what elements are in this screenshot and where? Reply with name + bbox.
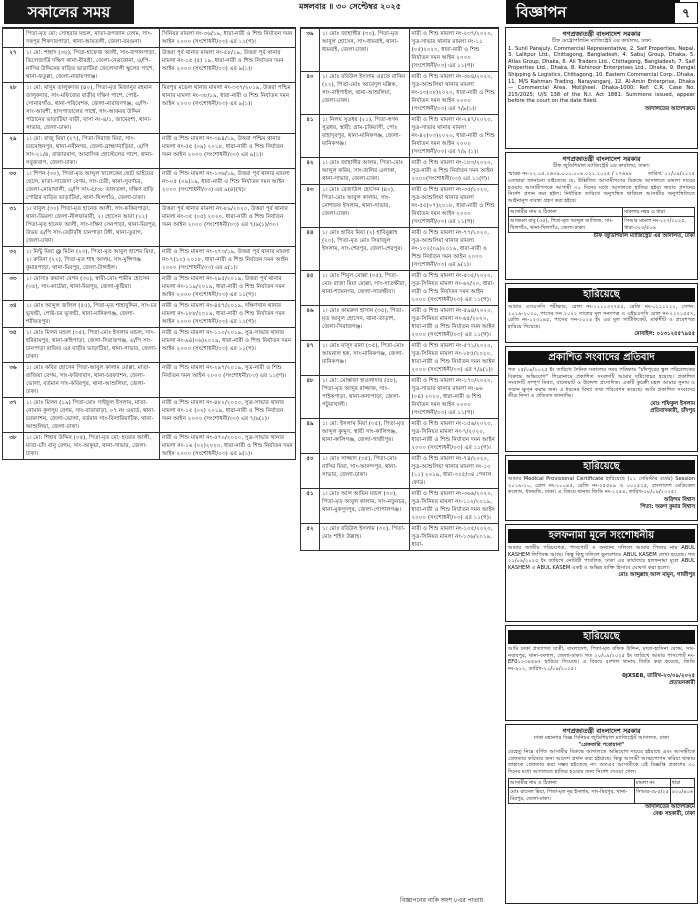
accused-cell: ১। মো: শিহাব উদ্দিন (৩৫), পিতা-মৃত মো: হযরত আলী, মাতা-চাঁদ বানু বেগম, সাং-আকুয়া, থানা-সাভার, জেলা-ঢাকা। <box>24 433 160 460</box>
serial-cell: ৪৫ <box>301 271 320 306</box>
affidavit-body: আমার জাতীয় পরিচয়পত্র, পাসপোর্ট ও অন্যান্য দলিলে আমার পিতার নাম ABUL KASHEM লিপিবদ্ধ আছে। কিন্তু কিছু দলিলে ভুলবশতঃ ABUL KASEM লেখা হয়েছে। গত ২১/০৯/২০২৫ ইং তারিখে নোটারী পাবলিক, ঢাকা এর কার্যালয়ে হলফনামা মূলে ABUL KASHEM ও ABUL KASEM একই ও অভিন্ন ব্যক্তি হিসাবে ঘোষণা করা হলো। <box>508 545 695 571</box>
serial-cell: ৩৩ <box>3 274 24 301</box>
notice-table <box>508 207 695 234</box>
table-cell: ৪২০/৪০৬ <box>670 788 694 804</box>
lost-signature: প্রত্যয়নকারী <box>669 680 695 687</box>
case-cell: নারী ও শিশু মামলা নং-১০৫/২০২০, সুত্র-সিনিয়র মামলা নং-১৩৬/২০১৯, ধারা- <box>409 524 499 551</box>
protest-body: গত ২৫/০৯/২০২৫ ইং তারিখে দৈনিক সকালের সময় পত্রিকায় "চাঁদপুরের স্কুল পরিচালকের বিরুদ্ধে অভিযোগ" শিরোনামে প্রকাশিত সংবাদটি আমার দৃষ্টিগোচর হয়েছে। প্রকাশিত সংবাদটি সম্পূর্ণ মিথ্যা, বানোয়াট ও উদ্দেশ্য প্রণোদিত। একটি কুচক্রী মহল আমার সুনাম ও সম্মান ক্ষুণ্ন করার জন্য এ ধরনের মিথ্যা তথ্য পরিবেশন করেছে। আমি প্রকাশিত সংবাদের তীব্র নিন্দা ও প্রতিবাদ জানাচ্ছি। <box>508 367 695 400</box>
protest-notice <box>505 346 698 452</box>
accused-cell: ১। মোঃ কবির হোসেন পিতা-আবুল কালাম মোল্লা, মাতা-রাজিয়া বেগম, সাং-ফরিদাবাদ, থানা-চরফ্যাশন, জেলা-ভোলা, বর্তমান সাং-কবিরপুর, থানা-আশুলিয়া, জেলা-ঢাকা। <box>24 363 160 398</box>
accused-cell: পিতা-মৃত মো: সোহরাব মন্ডল, মাতা-রূপজান বেগম, সাং-দত্তপুর শিকদারপাড়া, থানা-আমতলী, জেলা-বরগুনা। <box>24 29 160 48</box>
accused-list-column-1 <box>2 27 296 460</box>
table-header: আসামীর নাম ও ঠিকানা <box>509 207 623 217</box>
serial-cell: ৪৮ <box>301 376 320 419</box>
court-notice-1 <box>505 27 698 149</box>
serial-cell: ৩৪ <box>3 301 24 328</box>
lost-heading: হারিয়েছে <box>508 630 695 644</box>
page-number: ৭ <box>674 2 698 24</box>
accused-cell: ১। মো: শাহাদ (৩৮), পিতা-হাফেজ আলী, সাং-বাগানপাড়া, ভিলেজার্ডি দক্ষিণ থানা-বীরশ্রী, জেলা-নেত্রকোনা, এ/পি-নাসির উদ্দিনের বাড়ির ভাড়াটিয়া জেলেখালী স্কুলের পাশে, থানা-ফতুল্লা, জেলা-নারায়ণগঞ্জ। <box>24 48 160 83</box>
protest-heading: প্রকাশিত সংবাদের প্রতিবাদ <box>508 351 695 365</box>
serial-cell: ৩১ <box>3 204 24 247</box>
accused-cell: ১। মো: মাসুম তালুকদার (৪০), পিতা-মৃত মিজানুর রহমান তালুকদার, সাং-মফিজের বাড়ীর দক্ষিণ পাশে, পোষ্ট-সোনারগাঁও, থানা-পরিবেশক, জেলা-নারায়ণগঞ্জ, এ/পি-সাং-আরশী, হাসপাতালের পার্শ্বে, সাং-আকবর উদ্দিন পাঠানের ভাড়াটিয়া বাড়ী, বাসা নং-৪/১, জামেরশা, থানা-সাভার, জেলা-ঢাকা। <box>24 83 160 134</box>
table-row <box>3 134 296 169</box>
notice-title: গণপ্রজাতন্ত্রী বাংলাদেশ সরকার <box>562 155 641 163</box>
case-cell: নারী ও শিশু মামলা নং-১৭০/২০২০, সুত্র-সাভার থানার মামলা নং-৯৬ (০৪) ২০২০, ধারা-নারী ও শিশু নির্যাতন দমন আইন ২০০০ (সংশোধনী/০৩) এর ১১(গ)। <box>409 376 499 419</box>
case-cell: নারী ও শিশু মামলা নং-২৩৭/২০২০, সুত্র-সাভার থানার মামলা নং-১১ (০৫)২০২০, ধারা-নারী ও শিশু নির্যাতন দমন আইন ২০০০ (সংশোধনী/০৩) এর ১১(গ)। <box>409 29 499 72</box>
table-cell: সিআর মামলা নং-১২৭/২০২৫, ধারা-৩২৩/৫০৬ <box>623 217 695 233</box>
case-cell: নারী ও শিশু মামলা নং-৭৪/২০২০, সুত্র-আশুলিয়া থানার মামলা নং-১০ (১১) ২০১৯, ধারা-৩২৫/৩৪ পেনাল কোড। <box>409 454 499 489</box>
continued-footnote: বিজ্ঞাপনের বাকি অংশ ৮এর পাতায় <box>400 897 484 904</box>
lost-notice-2 <box>505 455 698 521</box>
notice-body: যেহেতু নিম্নে বর্ণিত আসামীর বিরুদ্ধে আদালতে অভিযোগ দায়ের হইয়াছে এবং আসামীকে গ্রেফতার করিবার জন্য আদেশ প্রদান করা হইয়াছে। কিন্তু আসামী আত্মগোপন করিয়া থাকায় তাহাকে গ্রেফতার করা সম্ভব হইতেছে না। অতএব আসামীকে এই বিজ্ঞপ্তি প্রকাশের ৩০ দিনের মধ্যে আদালতে হাজির হওয়ার জন্য নির্দেশ দেওয়া গেল। <box>508 749 695 775</box>
lost-heading: হারিয়েছে <box>508 460 695 474</box>
serial-cell: ৪৪ <box>301 228 320 271</box>
table-row <box>3 83 296 134</box>
case-cell: নারী ও শিশু মামলা নং-৩৫/২০২০, সুত্র-আশুলিয়া থানার মামলা নং-৫৫(০৭)২০১৮, ধারা-নারী ও শিশু নির্যাতন দমন আইন ২০০০ (সংশোধনী/০৩) এর ১১(গ)। <box>409 185 499 228</box>
accused-cell: ১। মোঃ মিলন (১৯) পিতা-মোঃ সাইফুল ইসলাম, মাতা-নোমান কুলসুম বেগম, সাং-বাতাবাড়া, ০৭ নং ওয়ার্ড, থানা-চরফ্যাশন, জেলা-ভোলা, বর্তমান সাং-বিলারিয়াটিক, থানা-আশুলিয়া, জেলা-ঢাকা। <box>24 398 160 433</box>
protest-signature-title: প্রতিবাদকারী, চাঁদপুর <box>650 407 695 414</box>
section-title: বিজ্ঞাপন <box>506 0 680 24</box>
table-row <box>3 363 296 398</box>
serial-cell: ৩৮ <box>3 433 24 460</box>
case-cell: নারী ও শিশু মামলা নং-৫৯৪/২০২০, সুত্র-সিনিয়র মামলা নং-৬৫/২০২০, ধারা-নারী ও শিশু নির্যাতন দমন আইন ২০০০ (সংশোধনী/০৩) এর ১১(গ)। <box>409 306 499 341</box>
protest-signature: মোঃ শফিকুল ইসলাম <box>650 400 695 407</box>
serial-cell: ৪৯ <box>301 419 320 454</box>
case-cell: নারী ও শিশু মামলা নং-১৫৬/২০২০, সুত্র-সিনিয়র মামলা নং-৭/২০২০, ধারা-নারী ও শিশু নির্যাতন দমন আইন ২০০০ (সংশোধনী/০৩) এর ১১(গ)। <box>409 419 499 454</box>
table-header: ধারা <box>670 778 694 788</box>
serial-cell: ৩২ <box>3 247 24 274</box>
serial-cell: ৪৭ <box>301 341 320 376</box>
table-row <box>301 489 499 524</box>
table-row <box>301 271 499 306</box>
serial-cell: ৩৫ <box>3 328 24 363</box>
notice-title: গণপ্রজাতন্ত্রী বাংলাদেশ সরকার <box>562 30 641 38</box>
lost-heading: হারিয়েছে <box>508 288 695 302</box>
serial-cell: ৩৬ <box>3 363 24 398</box>
table-row <box>301 341 499 376</box>
notice-signature: চীফ জুডিশিয়াল ম্যাজিস্ট্রেট এর আদালত, ঢাকা <box>593 233 695 240</box>
accused-cell: ১। মোঃ জাহাঙ্গীর আলম, পিতা-মোঃ আব্দুল করিম, সাং-জলির এলাকা, থানা-সাভার, জেলা-ঢাকা। <box>320 158 410 185</box>
table-row <box>301 228 499 271</box>
table-row <box>301 158 499 185</box>
case-cell: নারী ও শিশু মামলা নং-১৮৩/২০২০, সুত্র-নারী ও শিশু নির্যাতন দমন আইন ২০০০(সংশোধনী/০৩) এর ১১(গ)। <box>409 158 499 185</box>
lost-contact: মোবাইল: ০১৩১২৫৫৭৯৪৫ <box>634 331 695 338</box>
serial-cell: ৫১ <box>301 489 320 524</box>
lost-body: আমি ঢাকা প্রত্যাগত যাত্রী, বাংলাদেশ, পিতা-মৃত রফিক উদ্দিন, মাতা-হাসিনা বেগম, সাং-নবাবপুর, থানা-বংশাল, জেলা-ঢাকা। গত ২০/০৯/২০২৫ ইং তারিখে আমার পাসপোর্ট নং-EF0১২৩৪৫৬৭ হারিয়ে গিয়েছে। এ বিষয়ে বংশাল থানায় জিডি করা হয়েছে, জিডি নং-৯১২, তারিখ-২১/০৯/২০২৫। <box>508 646 695 672</box>
accused-cell: ১। মোঃ মিলন মন্ডল (৩৫), পিতা-মোঃ ইসলাম মন্ডল, সাং-হরিরামপুর, থানা-রুহিপাড়া, জেলা-সিরাজগঞ্জ, এ/পি সাং-চানপাড়া রাজিব এর বাড়ীর ভাড়াটিয়া, থানা-সাভার, জেলা-ঢাকা। <box>24 328 160 363</box>
table-row <box>3 247 296 274</box>
notice-body: 1. Sunil Parajuly, Commercial Representative, 2. Saif Properties, Nepal, 3. Lalitpur Ltd., Chittagong, Bangladesh, 4. Sabuj Group, Dhaka, 5. Atlas Group, Dhaka, 6. Ali Traders Ltd., Chittagong, Bangladesh, 7. Saif Properties Ltd., Dhaka, 8. Kohinoor Enterprises Ltd., Dhaka, 9. Bengal Shipping & Logistics, Chittagong, 10. Eastern Commercial Corp., Dhaka, 11. M/S Rahman Trading, Narayanganj, 12. Al-Amin Enterprise, Dhaka — Commercial Area, Motijheel, Dhaka-1000; Ref: C.R. Case No. 215/2025; U/S 138 of the N.I. Act 1881. Summons issued, appear before the court on the date fixed. <box>508 45 695 105</box>
case-cell: নারী ও শিশু মামলা নং-৩৬৬/২০২০, সুত্র-সিনিয়র মামলা নং-১১২/২০১৯, ধারা-নারী ও শিশু নির্যাতন দমন আইন ২০০০ (সংশোধনী/০৩) এর ১১(গ)। <box>409 489 499 524</box>
table-row <box>3 433 296 460</box>
notice-body: এতদ্বারা জানানো যাইতেছে যে, উল্লিখিত আসামীগণের বিরুদ্ধে আদালতে মামলা দায়ের হওয়ায় আসামীগণকে আগামী ৩০ দিনের মধ্যে আদালতে হাজির হইয়া জবাব প্রদানের নির্দেশ প্রদান করা হইল। নির্ধারিত তারিখে অনুপস্থিত থাকিলে আসামীর অনুপস্থিতিতে আইনানুগ ব্যবস্থা গ্রহণ করা হইবে। <box>508 178 695 204</box>
case-cell: নারী ও শিশু মামলা নং-৫৭১/২০২০, সুত্র-সিনিয়র মামলা নং-১৮৫/২০২০, ধারা-নারী ও শিশু নির্যাতন দমন আইন ২০০০ (সংশোধনী/০৩) এর ৭/৯(১)। <box>409 341 499 376</box>
case-cell: নারী ও শিশু মামলা নং-৪৫৭/২০১৯, দক্ষিণখান থানার মামলা নং-১৮৮/২০১৯, ধারা-নারী ও শিশু নির্যাতন দমন আইন ২০০০ (সংশোধনী/০৩) এর ১১(গ)। <box>160 301 296 328</box>
case-cell: উত্তরা পূর্ব থানার মামলা নং-৮৯/২০২০, উত্তরা পূর্ব থানার মামলা নং-৩৫ (০৫) ২০২০, ধারা-নারী ও শিশু নির্যাতন দমন আইন ২০০০ (সংশোধনী/০৩) এর ৭/৯(১)/৩০। <box>160 204 296 247</box>
table-row <box>3 328 296 363</box>
table-row <box>301 29 499 72</box>
serial-cell: ৩৭ <box>3 398 24 433</box>
notice-signature: আদালতের আদেশক্রমে <box>645 804 695 811</box>
accused-cell: ১। মোঃ রেজাউল হোসেন (৪০), পিতা-মোঃ আবুল কালাম, সাং-মোশারফ ইসলাম, থানা-সাভার, জেলা-ঢাকা। <box>320 185 410 228</box>
accused-table-2 <box>300 28 499 551</box>
affidavit-signature: মোঃ আব্দুল্লাহ আল মামুন, গাজীপুর <box>618 572 695 579</box>
court-notice-2 <box>505 152 698 280</box>
lost-reference: 0JX5E8, তারিখ-২৩/০৯/২০২৫ <box>622 673 695 680</box>
accused-cell: ১। মো: রাজু মিয়া (২৭), পিতা-সিরাজ মিয়া, সাং-চরমোহনপুর, থানা-নবীনগর, জেলা-ব্রাহ্মণবাড়িয়া, এ/পি সাং-২১/৪, রাজারবাগ, আবাসিক হোস্টেলের পাশে, থানা-সবুজবাগ, জেলা-ঢাকা। <box>24 134 160 169</box>
table-cell: সিআর-৩৮৫/২৫ <box>634 788 670 804</box>
serial-cell: ৪৩ <box>301 185 320 228</box>
accused-cell: ১। মোঃ আব্দুল জলিল (৫৫), পিতা-মৃত শাহাবুদ্দিন, সাং-চর ভূখন্ডী, পোষ্ট-চর ভূখন্ডী, থানা-মানিকগঞ্জ, জেলা-শরীয়তপুর। <box>24 301 160 328</box>
table-cell: মোঃ রাসেল মিয়া, পিতা-মৃত নূর ইসলাম, সাং-মিরপুর, থানা-মিরপুর, জেলা-ঢাকা। <box>509 788 635 804</box>
table-row <box>3 29 296 48</box>
lost-body: আমার Medical Provisional Certificate হারিয়েছে (০১ সেমিস্টার বর্ষের) Session ২০১৯-২০, রোল নং-১০০৪৫, রেজি নং-২৫৫৮৯ ও ০০১৫২৫, বাংলাদেশ মেডিকেল কলেজ, ধানমন্ডি, ঢাকা। এ বিষয়ে থানায় জিডি নং-১২৫৪, তারিখ-২৮/০৯/২০২৫। <box>508 476 695 496</box>
case-cell: নারী ও শিশু মামলা নং-৩৮৪/২০২০, সুত্র-আশুলিয়া থানার মামলা নং-১৩(০৮)২০২০, ধারা-নারী ও শিশু নির্যাতন দমন আইন ২০০০ (সংশোধনী/০৩) এর ৭/৯(১)। <box>409 72 499 115</box>
lost-signature: অরিন্দম বিশ্বাস <box>663 496 695 503</box>
affidavit-notice <box>505 524 698 622</box>
case-cell: নারী ও শিশু মামলা নং-১১০/২০১৯, সুত্র-সাভার থানার মামলা নং-৯৪(০৬)২০১৯, ধারা-নারী ও শিশু নির্যাতন দমন আইন ২০০০ (সংশোধনী/০৩) এর ১১(গ)। <box>160 328 296 363</box>
serial-cell <box>3 29 24 48</box>
serial-cell: ৪০ <box>301 72 320 115</box>
serial-cell: ৫২ <box>301 524 320 551</box>
lost-notice-1 <box>505 283 698 343</box>
accused-cell: ১। মো: মোস্তাফা হাওলাদার (৫৮), পিতা-মৃত আব্দুর রাজ্জাক, সাং-পাইকপাড়া, থানা-কলাপাড়া, জেলা-পটুয়াখালী। <box>320 376 410 419</box>
table-row <box>301 376 499 419</box>
accused-cell: ১। মোঃ হাবিব মিয়া (২) হাবিবুল্লাহ (২০), পিতা-মৃত মোঃ সিরাজুল ইসলাম, সাং-শেরপুর, জেলা-শেরপুর। <box>320 228 410 271</box>
serial-cell: ২৮ <box>3 83 24 134</box>
accused-cell: ১। শিপন (৩০), পিতা-মৃত আব্দুল খালেকের ছোট ভাইয়ের ছেলে, মাতা-সাজেদা বেগম, সাং-চেরী, থানা-সুবর্ণচর, জেলা-নোয়াখালী, এ/পি সাং-৫/৩৮ তালতলা, দক্ষিণ বাড়ি পোষ্টার বাড়ির ভাড়াটিয়া, থানা-খিলগাঁও, জেলা-ঢাকা। <box>24 169 160 204</box>
table-row <box>301 419 499 454</box>
accused-cell: ১। মোঃ কামরুল হাসান (৩৫), পিতা-মৃত আবুল হোসেন, থানা-তাড়াশ, জেলা-সিরাজগঞ্জ। <box>320 306 410 341</box>
table-row <box>301 524 499 551</box>
case-cell: সিনিয়র মামলা নং-৩৬/১৯, ধারা-নারী ও শিশু নির্যাতন দমন আইন ২০০০ (সংশোধনী/০৩) এর ১১(গ)। <box>160 29 296 48</box>
case-cell: নারী ও শিশু মামলা নং-১৩৬/১৯, উত্তরা পূর্ব থানার মামলা নং-০৫ (০৯)১৯, ধারা-নারী ও শিশু নির্যাতন দমন আইন ২০০০ (সংশোধনী/০৩) এর ৯(৪)(খ)। <box>160 169 296 204</box>
accused-cell: ১। মোঃ রবিউল ইসলাম ওরফে রাকিব (২২), পিতা-মোঃ আবেদুল মল্লিক, সাং-বাইপাইল, থানা-আশুলিয়া, জেলা-ঢাকা। <box>320 72 410 115</box>
case-cell: মিরপুর মডেল থানার মামলা নং-৩৩৭/২০১৯, উত্তরা পশ্চিম থানার মামলা নং-৩৮/১৯, ধারা-নারী ও শিশু নির্যাতন দমন আইন ২০০০ (সংশোধনী/০৩) এর ৯(১)। <box>160 83 296 134</box>
affidavit-heading: হলফনামা মূলে সংশোধনীয় <box>508 529 695 543</box>
notice-subtitle: চীফ জুডিশিয়াল ম্যাজিস্ট্রেট এর কার্যালয়, ঢাকা। <box>553 163 650 169</box>
accused-cell: ১। মোঃ আল আমিন মন্ডল (৩০), পিতা-মৃত আবুল কালাম, সাং-নতুনচর, থানা-মুকসুদপুর, জেলা-গোপালগঞ্জ। <box>320 489 410 524</box>
serial-cell: ২৭ <box>3 48 24 83</box>
table-header: মামলার নম্বর ও ধারা <box>623 207 695 217</box>
case-cell: নারী ও শিশু মামলা নং-৩৯৪/১৯, উত্তরা পশ্চিম থানার মামলা নং-৫৫ (০৯) ২০১৮, ধারা-নারী ও শিশু নির্যাতন দমন আইন ২০০০ (সংশোধনী/০৩) এর ৯(১)। <box>160 134 296 169</box>
accused-cell: ১। মো: ইসলাম মিয়া (৩৫), পিতা-মৃত আব্দুল কুদ্দুস, স্থায়ী সাং-কালিগঞ্জ, থানা-কালিগঞ্জ, জেলা-গাজীপুর। <box>320 419 410 454</box>
notice-title: গণপ্রজাতন্ত্রী বাংলাদেশ সরকার <box>562 727 641 735</box>
serial-cell: ৩৯ <box>301 29 320 72</box>
case-cell: উত্তরা পূর্ব থানার মামলা নং-৫৮/১৯, উত্তরা পূর্ব থানার মামলা নং-১৫ (৫) ১৯, ধারা-নারী ও শিশু নির্যাতন দমন আইন ২০০০ (সংশোধনী/০৩) এর ৯(১)। <box>160 48 296 83</box>
notice-ref-line <box>508 171 695 178</box>
case-cell: নারী ও শিশু মামলা নং-৪৮২/২০২০, সুত্র-সাভার থানার মামলা নং-১৫ (০২) ২০১৯, ধারা-নারী ও শিশু নির্যাতন দমন আইন ২০০০ (সংশোধনী/০৩) এর ৭/৯(১)। <box>160 398 296 433</box>
case-cell: নারী ও শিশু মামলা নং-৫৩৫/২০২০, সুত্র-সিনিয়র মামলা নং-৬২/২০, ধারা-নারী ও শিশু নির্যাতন দমন আইন ২০০০ (সংশোধনী/০৩) এর ১১(গ)। <box>409 271 499 306</box>
accused-cell: ১। নিলয় সুত্রধর (২১), পিতা-স্বপন সুত্রধর, স্থায়ী: গ্রাম-চকিয়াসী, পোঃ বাহাদুরপুর, থানা-মানিকগঞ্জ, জেলা-মানিকগঞ্জ। <box>320 115 410 158</box>
notice-subtitle: চীফ মেট্রোপলিটন ম্যাজিস্ট্রেট এর কার্যালয়, ঢাকা <box>552 38 651 44</box>
serial-cell: ৪৬ <box>301 306 320 341</box>
table-row <box>301 72 499 115</box>
table-row <box>3 274 296 301</box>
accused-cell: ১। মিন্টু মিয়া @ মিটন (২৩), পিতা-মৃত আবুল হাশেম মিয়া, ২। রুবিনা (২২), পিতা-মৃত শাহ আলম, সাং-মুন্সিগঞ্জ কুমারপাড়া, থানা-মিরপুর, জেলা-টাঙ্গাইল। <box>24 247 160 274</box>
court-notice-3 <box>505 724 698 904</box>
serial-cell: ২৯ <box>3 134 24 169</box>
serial-cell: ৫০ <box>301 454 320 489</box>
serial-cell: ৪২ <box>301 158 320 185</box>
table-header: মামলা নং <box>634 778 670 788</box>
notice-signature: আদালতের আদেশক্রমে <box>645 105 695 112</box>
table-row <box>3 48 296 83</box>
notice-subtitle-2: "গ্রেফতারি পরোয়ানা" <box>578 741 625 748</box>
case-cell: নারী ও শিশু মামলা নং-৭৭/২০২০, সুত্র-আশুলিয়া থানার মামলা নং-১০২(০৯)২০১৯, ধারা-নারী ও শিশু নির্যাতন দমন আইন ২০০০ (সংশোধনী/০৩) এর ৯(১)। <box>409 228 499 271</box>
accused-cell: ১। মোঃ শিমুল মোল্লা (৩৫), পিতা-মোঃ রাজা মিয়া মোল্লা, সাং-সাতক্ষীরা, থানা-শ্যামনগর, জেলা-সাতক্ষীরা। <box>320 271 410 306</box>
case-cell: নারী ও শিশু মামলা নং-২৪৭/২০২০, সুত্র-সাভার থানার মামলা নং-৪২(০৩)২০২০, ধারা-নারী ও শিশু নির্যাতন দমন আইন ২০০০ (সংশোধনী/০৩) এর ৭/৯ (১)। <box>409 115 499 158</box>
table-row <box>3 398 296 433</box>
table-row <box>3 301 296 328</box>
notice-ref: স্মারক নং-২২.০৫.২৬৩৯.০০০.০০৪.০২১.২০২৫ / ১৭৬৯৮ <box>508 170 633 177</box>
serial-cell: ৪১ <box>301 115 320 158</box>
accused-cell: ১। মোঃ জাহাঙ্গীর (৩০), পিতা-মৃত আবুল হোসেন, সাং-ধামরাই, থানা-ধামরাই, জেলা-ঢাকা। <box>320 29 410 72</box>
accused-cell: ১। মোঃ রবিউল ইসলাম (৩০), পিতা-মোঃ শহিদ উল্লাহ। <box>320 524 410 551</box>
page-header <box>0 0 700 24</box>
notice-subtitle: ঢাকা মহানগর বিজ্ঞ সিনিয়র জুডিশিয়াল ম্যাজিস্ট্রেট আদালত, ঢাকা <box>533 735 670 741</box>
table-row <box>301 185 499 228</box>
masthead: সকালের সময় <box>4 0 134 24</box>
date-line: মঙ্গলবার ॥ ৩০ সেপ্টেম্বর ২০২৫ <box>299 2 401 11</box>
accused-cell: ১। বাবুল (৩০) পিতা-মৃত হানেফ আলী, সাং-ফকিরপাড়া, থানা-ডিমলা জেলা-নীলফামারী, ২। হোসেন আরা (২২) পিতা-মৃত হানেফ আলী, সাং-দক্ষিণ সেনপাড়া, থানা-মিরপুর, উভয় এ/পি সাং-বেড়ীবাঁধ চানপাড়া টঙ্গী, থানা-তুরাগ, জেলা-ঢাকা। <box>24 204 160 247</box>
notice-date: তারিখ: ১২/০৯/২০২৫ <box>648 170 695 177</box>
accused-cell: ১। মোসাঃ রুমানা বেগম (৩০), স্বামী-মোঃ শামীম হোসেন (৩৫), সাং-কাটেরা, থানা-মিরপুর, জেলা-কুষ্টিয়া। <box>24 274 160 301</box>
table-row <box>301 454 499 489</box>
table-cell: আজমল বাবু (৩৫), পিতা-মৃত আব্দুল আজিজ, সাং-খিলগাঁও, থানা-খিলগাঁও, জেলা-ঢাকা। <box>509 217 623 233</box>
case-cell: নারী ও শিশু মামলা নং-২৯৫/২০১৯, উত্তরা পূর্ব থানার মামলা নং-১১৯/২০১৯, ধারা-নারী ও শিশু নির্যাতন দমন আইন ২০০০ (সংশোধনী/০৩) এর ১১(গ)। <box>160 274 296 301</box>
notice-signature-title: বেঞ্চ সহকারী, ঢাকা <box>653 811 695 818</box>
accused-list-column-2 <box>300 27 499 551</box>
case-cell: নারী ও শিশু মামলা নং-২৭৩/১৯, উত্তরা পূর্ব থানার মামলা নং-৭(১০) ২০১৮, ধারা-নারী ও শিশু নির্যাতন দমন আইন ২০০০ (সংশোধনী/০৩) এর ৯(১)। <box>160 247 296 274</box>
lost-notice-3 <box>505 625 698 721</box>
accused-cell: ১। মোঃ সাজ্জাদ (৩৫), পিতা-মোঃ নাসির মিয়া, সাং-আনন্দপুর, থানা-সাভার, জেলা-ঢাকা। <box>320 454 410 489</box>
table-row <box>301 306 499 341</box>
table-row <box>3 204 296 247</box>
serial-cell: ৩০ <box>3 169 24 204</box>
table-header: আসামীর নাম ও ঠিকানা <box>509 778 635 788</box>
table-row <box>301 115 499 158</box>
accused-table-1 <box>2 28 296 460</box>
accused-cell: ১। মোঃ মাসুদ রানা (৩৫), পিতা-মোঃ আয়নাল হক, সাং-মানিকগঞ্জ, জেলা-মানিকগঞ্জ। <box>320 341 410 376</box>
case-cell: নারী ও শিশু মামলা নং-৫৭০/২০২০, সুত্র-সাভার থানার মামলা নং-১৬ (০২)২০২০, ধারা-নারী ও শিশু নির্যাতন দমন আইন ২০০০ (সংশোধনী/০৩) এর ৯(১)। <box>160 433 296 460</box>
table-row <box>3 169 296 204</box>
case-cell: নারী ও শিশু মামলা নং-২৯৭/২০১৯, সুত্র-নারী ও শিশু নির্যাতন দমন আইন ২০০০ (সংশোধনী/০৩) এর ১১(গ)। <box>160 363 296 398</box>
notice-table <box>508 778 695 805</box>
classified-ads-column <box>505 27 698 907</box>
lost-body: আমার এসএসসি পরীক্ষার, রোল নং-১১১১৩৭৭৫৫, রেজি নং-০১২১২২২, সেশন: ২০১৯-২০২০, পাসের সন ২০২২ সালের মূল সনদপত্র ও এইচএসসি রোল নং-২২২১৫৫৭, রেজি নং-১২৩১৪৫, পাসের সন-২০২৪ ইং এর মূল সার্টিফিকেট, মার্কশীট ও প্রবেশপত্র হারিয়ে গিয়েছে। <box>508 304 695 330</box>
lost-signature-father: পিতা: অরুণ কুমার বিশ্বাস <box>640 503 695 510</box>
